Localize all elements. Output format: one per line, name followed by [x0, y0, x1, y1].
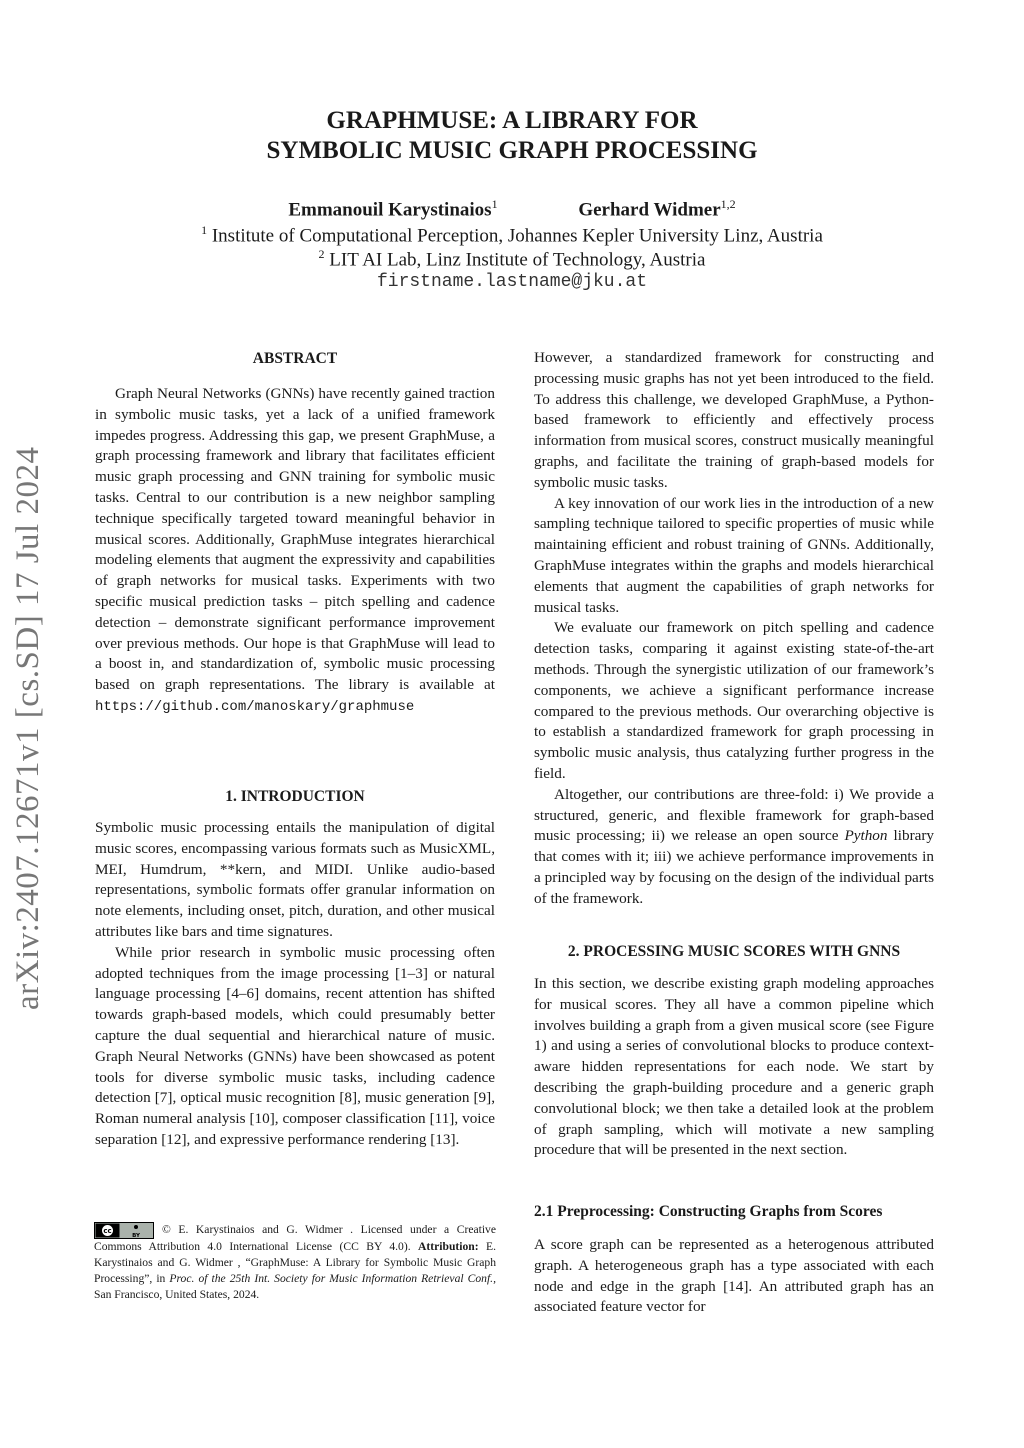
abstract-paragraph	[95, 384, 495, 718]
author-1-affil-mark: 1	[491, 197, 498, 211]
abstract-body	[95, 384, 495, 718]
subsection-2-1-heading: 2.1 Preprocessing: Constructing Graphs from Scores	[534, 1203, 883, 1220]
author-2-affil-mark: 1,2	[720, 197, 736, 211]
by-badge-text: BY	[132, 1233, 140, 1239]
intro-paragraph-4: A key innovation of our work lies in the introduction of a new sampling technique tailored to specific properties of music while maintaining efficient and robust training of GNNs. Additionally, GraphMuse integrates within the graphs and models hierarchical elements that augment the capabilities of graph networks for musical tasks.	[534, 494, 934, 616]
attribution-label: Attribution:	[418, 1240, 479, 1253]
intro-p6-after: library that comes with it; iii) we achieve performance improvements in a principled way by focusing on the design of the individual parts of the framework.	[534, 827, 935, 907]
paper-title	[0, 106, 1024, 166]
affiliation-1-text: Institute of Computational Perception, Johannes Kepler University Linz, Austria	[211, 225, 823, 247]
author-1-name: Emmanouil Karystinaios	[288, 199, 492, 221]
intro-p6-before: Altogether, our contributions are three-fold: i) We provide a structured, generic, and flexible framework for graph-based music processing; ii) we release an open source	[534, 785, 934, 845]
library-url-link[interactable]: https://github.com/manoskary/graphmuse	[95, 698, 415, 715]
author-2	[578, 197, 735, 221]
intro-paragraph-5: We evaluate our framework on pitch spelling and cadence detection tasks, comparing it against existing state-of-the-art methods. Through the synergistic utilization of our framework’s components, we achieve a significant performance increase compared to the previous methods. Our overarching objective is to establish a standardized framework for graph processing in symbolic music analysis, thus catalyzing further progress in the field.	[534, 619, 934, 782]
introduction-heading: 1. INTRODUCTION	[225, 788, 365, 805]
intro-paragraph-6	[534, 785, 934, 910]
intro-p6-python: Python	[844, 827, 888, 845]
attribution-location: San Francisco, United States, 2024.	[94, 1288, 260, 1301]
affiliation-1	[0, 223, 1024, 247]
affiliation-2-text: LIT AI Lab, Linz Institute of Technology, Austria	[329, 249, 706, 271]
author-1	[288, 197, 497, 221]
abstract-heading: ABSTRACT	[252, 350, 338, 367]
attribution-text: E. Karystinaios and G. Widmer , “GraphMuse: A Library for Symbolic Music Graph Processing”, in	[94, 1240, 496, 1285]
intro-paragraph-1: Symbolic music processing entails the manipulation of digital music scores, encompassing various formats such as MusicXML, MEI, Humdrum, **kern, and MIDI. Unlike audio-based representations, symbolic formats offer granular information on note elements, including onset, pitch, duration, and other musical attributes like bars and time signatures.	[95, 819, 495, 940]
section-2-body	[534, 974, 934, 1161]
title-line-1: GRAPHMUSE: A LIBRARY FOR	[326, 107, 698, 134]
author-list	[0, 197, 1024, 221]
section-2-paragraph-1: In this section, we describe existing graph modeling approaches for musical scores. They all have a common pipeline which involves building a graph from a given musical score (see Figure 1) and using a series of convolutional blocks to produce context-aware hidden representations for each node. We start by describing the graph-building procedure and a generic graph convolutional block; we then take a detailed look at the problem of graph sampling, which will motivate a new sampling procedure that will be presented in the next section.	[534, 975, 934, 1159]
arxiv-identifier: arXiv:2407.12671v1 [cs.SD] 17 Jul 2024	[10, 446, 46, 1010]
affiliation-1-mark: 1	[201, 223, 208, 237]
subsection-2-1-paragraph: A score graph can be represented as a heterogenous attributed graph. A heterogeneous graph has a type associated with each node and edge in the graph [14]. An attributed graph has an associated feature vector for	[534, 1236, 934, 1316]
attribution-venue: Proc. of the 25th Int. Society for Music Information Retrieval Conf.,	[169, 1272, 496, 1285]
title-line-2: SYMBOLIC MUSIC GRAPH PROCESSING	[266, 137, 758, 164]
section-2-heading: 2. PROCESSING MUSIC SCORES WITH GNNS	[567, 943, 901, 960]
license-text: © E. Karystinaios and G. Widmer . Licensed under a Creative Commons Attribution 4.0 International License (CC BY 4.0).	[94, 1223, 496, 1253]
affiliation-2-mark: 2	[318, 247, 325, 261]
cc-badge-text: cc	[103, 1227, 112, 1235]
intro-paragraph-3: However, a standardized framework for constructing and processing music graphs has not yet been introduced to the field. To address this challenge, we developed GraphMuse, a Python-based framework to efficiently and effectively process information from musical scores, construct musically meaningful graphs, and facilitate the training of graph-based models for symbolic music tasks.	[534, 349, 934, 491]
cc-by-badge-icon	[94, 1222, 154, 1239]
license-footnote	[94, 1222, 496, 1303]
subsection-2-1-body	[534, 1235, 934, 1318]
author-email: firstname.lastname@jku.at	[376, 272, 648, 292]
author-2-name: Gerhard Widmer	[578, 199, 721, 221]
intro-paragraph-2: While prior research in symbolic music processing often adopted techniques from the image processing [1–3] or natural language processing [4–6] domains, recent attention has shifted towards graph-based models, which could presumably better capture the dual sequential and hierarchical nature of music. Graph Neural Networks (GNNs) have been showcased as potent tools for diverse symbolic music tasks, including cadence detection [7], optical music recognition [8], music generation [9], Roman numeral analysis [10], composer classification [11], voice separation [12], and expressive performance rendering [13].	[95, 943, 495, 1148]
introduction-body-left	[95, 818, 495, 1151]
abstract-text: Graph Neural Networks (GNNs) have recently gained traction in symbolic music tasks, yet a lack of a unified framework impedes progress. Addressing this gap, we present GraphMuse, a graph processing framework and library that facilitates efficient music graph processing and GNN training for symbolic music tasks. Central to our contribution is a new neighbor sampling technique specifically targeted toward meaningful behavior in musical scores. Additionally, GraphMuse integrates hierarchical modeling elements that augment the expressivity and capabilities of graph networks for musical tasks. Experiments with two specific musical prediction tasks – pitch spelling and cadence detection – demonstrate significant performance improvement over previous methods. Our hope is that GraphMuse will lead to a boost in, and standardization of, symbolic music processing based on graph representations. The library is available at	[95, 385, 495, 694]
introduction-body-right	[534, 348, 934, 910]
affiliation-2	[0, 247, 1024, 271]
